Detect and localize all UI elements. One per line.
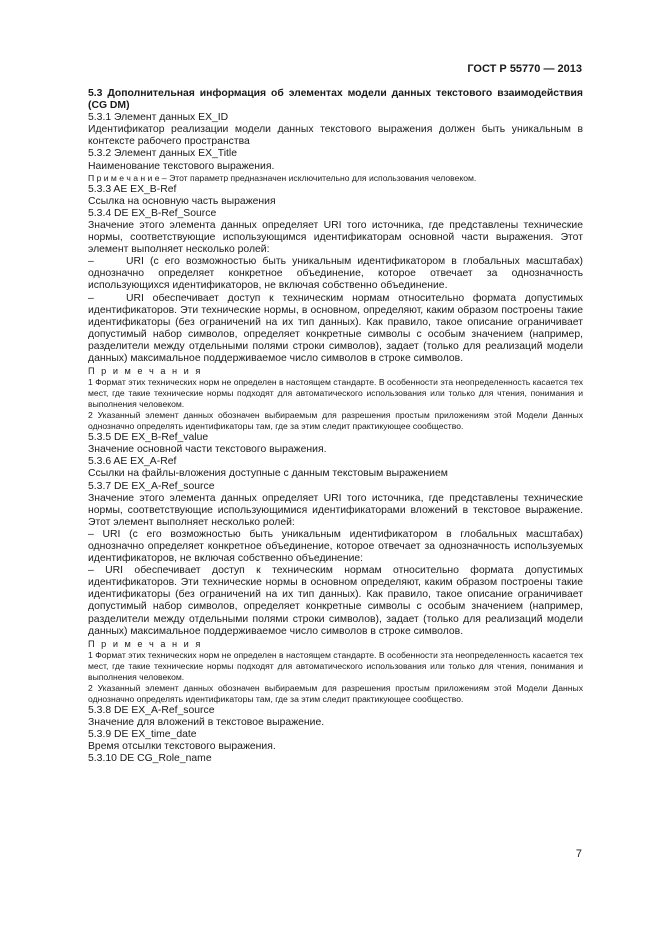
body-paragraph: Значение основной части текстового выражения. [88,444,327,456]
body-paragraph: Идентификатор реализации модели данных текстового выражения должен быть уникальным в контексте рабочего пространства [88,124,583,148]
dash-marker: – [88,256,94,268]
body-paragraph: Ссылки на файлы-вложения доступные с данным текстовым выражением [88,468,448,480]
body-paragraph: Наименование текстового выражения. [88,160,275,172]
subsection-heading: 5.3.6 AE EX_A-Ref [88,456,177,468]
subsection-heading: 5.3.7 DE EX_A-Ref_source [88,480,215,492]
note-item: 1 Формат этих технических норм не определен в настоящем стандарте. В особенности эта неопределенность касается тех мест, где такие технические нормы подходят для автоматического использования или только для чтения, понимания и выполнения человеком. [88,377,583,410]
list-item-text: URI обеспечивает доступ к техническим нормам относительно формата допустимых идентификаторов. Эти технические нормы, в основном, определяют, каким образом построены такие идентификаторы (без ограничений на их тип данных). Как правило, такое описание ограничивает допустимый набор символов, определяет конкретные символы с особым значением (например, разделители между отдельными полями строки символов), задает (только для реализаций модели данных) максимальное поддерживаемое число символов в строке символов. [88,292,583,364]
note-item: 2 Указанный элемент данных обозначен выбираемым для разрешения простым приложениям этой Модели Данных однозначно определять идентификаторы там, где за этим следит практикующее сообщество. [88,682,583,704]
note-item: 2 Указанный элемент данных обозначен выбираемым для разрешения простым приложениям этой Модели Данных однозначно определять идентификаторы там, где за этим следит практикующее сообщество. [88,410,583,432]
subsection-heading: 5.3.3 AE EX_B-Ref [88,183,177,195]
page-number: 7 [575,848,582,860]
subsection-heading: 5.3.1 Элемент данных EX_ID [88,112,229,124]
subsection-heading: 5.3.8 DE EX_A-Ref_source [88,704,215,716]
dash-marker: – [88,292,94,304]
list-item [88,256,583,292]
list-item [88,293,583,366]
subsection-heading: 5.3.2 Элемент данных EX_Title [88,148,238,160]
list-item: – URI обеспечивает доступ к техническим нормам относительно формата допустимых идентификаторов. Эти технические нормы в основном определяют, каким образом построены такие идентификаторы (без ограничений на их тип данных). Как правило, такое описание ограничивает допустимый набор символов, определяет конкретные символы с особым значением (например, разделители между отдельными полями строки символов), задает (только для реализаций модели данных) максимальное поддерживаемое число символов в строке символов. [88,565,583,637]
list-item-text: URI (с его возможностью быть уникальным идентификатором в глобальных масштабах) однозначно определяет конкретное объединение, которое отвечает за однозначность использующихся идентификаторов, не включая собственно объединение. [88,256,583,292]
body-paragraph: Значение этого элемента данных определяет URI того источника, где представлены технические нормы, соответствующие использующимися идентификаторами вложений в текстовое выражение. Этот элемент выполняет несколько ролей: [88,492,583,528]
subsection-heading: 5.3.9 DE EX_time_date [88,729,197,741]
document-body [88,88,583,765]
subsection-heading: 5.3.4 DE EX_B-Ref_Source [88,207,217,219]
note-item: 1 Формат этих технических норм не определен в настоящем стандарте. В особенности эта неопределенность касается тех мест, где такие технические нормы подходят для автоматического использования или только для чтения, понимания и выполнения человеком. [88,649,583,682]
standard-header: ГОСТ Р 55770 — 2013 [467,63,582,75]
list-item: – URI (с его возможностью быть уникальным идентификатором в глобальных масштабах) однозначно определяет конкретное объединение, которое отвечает за однозначность используемых идентификаторов, не включая собственно объединение: [88,528,583,565]
notes-heading: П р и м е ч а н и я [88,638,203,649]
subsection-heading: 5.3.10 DE CG_Role_name [88,753,212,765]
notes-heading: П р и м е ч а н и я [88,366,203,377]
body-paragraph: Ссылка на основную часть выражения [88,195,276,207]
section-title: 5.3 Дополнительная информация об элементах модели данных текстового взаимодействия (CG DM) [88,88,583,112]
note: П р и м е ч а н и е – Этот параметр предназначен исключительно для использования человеком. [88,172,477,183]
subsection-heading: 5.3.5 DE EX_B-Ref_value [88,432,209,444]
body-paragraph: Время отсылки текстового выражения. [88,741,276,753]
body-paragraph: Значение для вложений в текстовое выражение. [88,716,325,728]
body-paragraph: Значение этого элемента данных определяет URI того источника, где представлены технические нормы, соответствующие использующимся идентификаторам основной части выражения. Этот элемент выполняет несколько ролей: [88,219,583,256]
